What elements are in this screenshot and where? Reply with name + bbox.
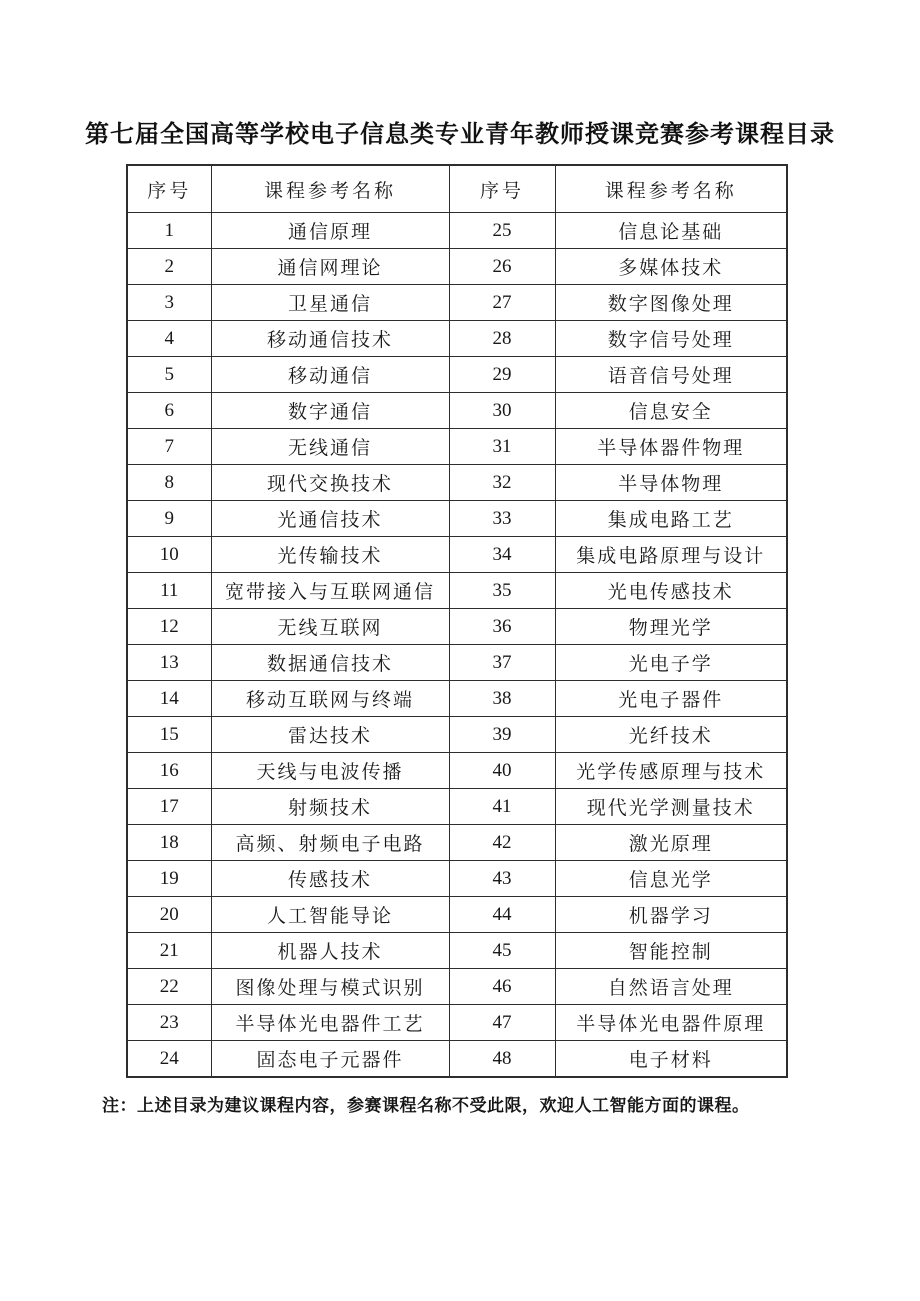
- course-name-cell: 现代光学测量技术: [555, 789, 787, 825]
- serial-number-cell: 27: [449, 285, 555, 321]
- course-name-cell: 智能控制: [555, 933, 787, 969]
- serial-number-cell: 11: [127, 573, 211, 609]
- document-title: 第七届全国高等学校电子信息类专业青年教师授课竞赛参考课程目录: [85, 122, 835, 148]
- course-name-cell: 机器学习: [555, 897, 787, 933]
- course-name-cell: 半导体物理: [555, 465, 787, 501]
- serial-number-cell: 9: [127, 501, 211, 537]
- table-row: [127, 213, 787, 249]
- course-name-cell: 机器人技术: [211, 933, 449, 969]
- course-name-cell: 光电子学: [555, 645, 787, 681]
- serial-number-cell: 16: [127, 753, 211, 789]
- serial-number-cell: 40: [449, 753, 555, 789]
- serial-number-cell: 25: [449, 213, 555, 249]
- serial-number-cell: 17: [127, 789, 211, 825]
- footnote: 注：上述目录为建议课程内容，参赛课程名称不受此限，欢迎人工智能方面的课程。: [102, 1096, 750, 1115]
- course-name-cell: 光通信技术: [211, 501, 449, 537]
- header-serial-right: 序号: [449, 165, 555, 213]
- course-name-cell: 半导体光电器件原理: [555, 1005, 787, 1041]
- serial-number-cell: 6: [127, 393, 211, 429]
- course-name-cell: 信息安全: [555, 393, 787, 429]
- course-name-cell: 物理光学: [555, 609, 787, 645]
- serial-number-cell: 1: [127, 213, 211, 249]
- course-name-cell: 光电传感技术: [555, 573, 787, 609]
- serial-number-cell: 34: [449, 537, 555, 573]
- serial-number-cell: 7: [127, 429, 211, 465]
- course-name-cell: 移动互联网与终端: [211, 681, 449, 717]
- course-name-cell: 半导体器件物理: [555, 429, 787, 465]
- table-row: [127, 573, 787, 609]
- course-name-cell: 信息光学: [555, 861, 787, 897]
- serial-number-cell: 10: [127, 537, 211, 573]
- serial-number-cell: 44: [449, 897, 555, 933]
- table-row: [127, 537, 787, 573]
- course-name-cell: 光电子器件: [555, 681, 787, 717]
- table-row: [127, 681, 787, 717]
- serial-number-cell: 19: [127, 861, 211, 897]
- serial-number-cell: 32: [449, 465, 555, 501]
- serial-number-cell: 47: [449, 1005, 555, 1041]
- table-row: [127, 249, 787, 285]
- serial-number-cell: 31: [449, 429, 555, 465]
- course-name-cell: 光学传感原理与技术: [555, 753, 787, 789]
- table-row: [127, 1041, 787, 1078]
- table-row: [127, 321, 787, 357]
- course-table: [126, 164, 788, 1078]
- serial-number-cell: 33: [449, 501, 555, 537]
- course-name-cell: 宽带接入与互联网通信: [211, 573, 449, 609]
- serial-number-cell: 28: [449, 321, 555, 357]
- serial-number-cell: 23: [127, 1005, 211, 1041]
- course-name-cell: 高频、射频电子电路: [211, 825, 449, 861]
- course-name-cell: 数字图像处理: [555, 285, 787, 321]
- serial-number-cell: 12: [127, 609, 211, 645]
- course-name-cell: 雷达技术: [211, 717, 449, 753]
- table-row: [127, 429, 787, 465]
- table-row: [127, 645, 787, 681]
- serial-number-cell: 46: [449, 969, 555, 1005]
- course-table-header: [127, 165, 787, 213]
- course-name-cell: 卫星通信: [211, 285, 449, 321]
- table-row: [127, 933, 787, 969]
- header-course-name-left: 课程参考名称: [211, 165, 449, 213]
- serial-number-cell: 2: [127, 249, 211, 285]
- course-name-cell: 射频技术: [211, 789, 449, 825]
- course-name-cell: 数字通信: [211, 393, 449, 429]
- serial-number-cell: 15: [127, 717, 211, 753]
- serial-number-cell: 20: [127, 897, 211, 933]
- course-name-cell: 数据通信技术: [211, 645, 449, 681]
- table-row: [127, 789, 787, 825]
- course-name-cell: 移动通信技术: [211, 321, 449, 357]
- serial-number-cell: 39: [449, 717, 555, 753]
- serial-number-cell: 8: [127, 465, 211, 501]
- course-name-cell: 图像处理与模式识别: [211, 969, 449, 1005]
- course-name-cell: 无线互联网: [211, 609, 449, 645]
- course-name-cell: 自然语言处理: [555, 969, 787, 1005]
- serial-number-cell: 43: [449, 861, 555, 897]
- course-name-cell: 多媒体技术: [555, 249, 787, 285]
- course-name-cell: 人工智能导论: [211, 897, 449, 933]
- serial-number-cell: 22: [127, 969, 211, 1005]
- course-name-cell: 天线与电波传播: [211, 753, 449, 789]
- header-serial-left: 序号: [127, 165, 211, 213]
- course-name-cell: 电子材料: [555, 1041, 787, 1078]
- serial-number-cell: 41: [449, 789, 555, 825]
- table-row: [127, 861, 787, 897]
- course-name-cell: 固态电子元器件: [211, 1041, 449, 1078]
- serial-number-cell: 36: [449, 609, 555, 645]
- table-row: [127, 717, 787, 753]
- table-row: [127, 393, 787, 429]
- table-row: [127, 753, 787, 789]
- serial-number-cell: 26: [449, 249, 555, 285]
- table-row: [127, 357, 787, 393]
- serial-number-cell: 13: [127, 645, 211, 681]
- serial-number-cell: 5: [127, 357, 211, 393]
- serial-number-cell: 18: [127, 825, 211, 861]
- course-name-cell: 激光原理: [555, 825, 787, 861]
- course-name-cell: 数字信号处理: [555, 321, 787, 357]
- table-row: [127, 1005, 787, 1041]
- table-row: [127, 897, 787, 933]
- course-name-cell: 传感技术: [211, 861, 449, 897]
- serial-number-cell: 21: [127, 933, 211, 969]
- serial-number-cell: 4: [127, 321, 211, 357]
- serial-number-cell: 42: [449, 825, 555, 861]
- course-name-cell: 半导体光电器件工艺: [211, 1005, 449, 1041]
- course-name-cell: 通信网理论: [211, 249, 449, 285]
- course-name-cell: 无线通信: [211, 429, 449, 465]
- table-row: [127, 825, 787, 861]
- header-row: [127, 165, 787, 213]
- serial-number-cell: 48: [449, 1041, 555, 1078]
- course-name-cell: 集成电路工艺: [555, 501, 787, 537]
- serial-number-cell: 35: [449, 573, 555, 609]
- serial-number-cell: 30: [449, 393, 555, 429]
- table-row: [127, 969, 787, 1005]
- course-name-cell: 光纤技术: [555, 717, 787, 753]
- course-name-cell: 现代交换技术: [211, 465, 449, 501]
- course-name-cell: 光传输技术: [211, 537, 449, 573]
- serial-number-cell: 3: [127, 285, 211, 321]
- serial-number-cell: 45: [449, 933, 555, 969]
- serial-number-cell: 24: [127, 1041, 211, 1078]
- serial-number-cell: 38: [449, 681, 555, 717]
- serial-number-cell: 29: [449, 357, 555, 393]
- table-row: [127, 465, 787, 501]
- course-name-cell: 集成电路原理与设计: [555, 537, 787, 573]
- course-name-cell: 通信原理: [211, 213, 449, 249]
- serial-number-cell: 14: [127, 681, 211, 717]
- table-row: [127, 285, 787, 321]
- serial-number-cell: 37: [449, 645, 555, 681]
- course-table-body: [127, 213, 787, 1078]
- header-course-name-right: 课程参考名称: [555, 165, 787, 213]
- table-row: [127, 501, 787, 537]
- course-name-cell: 移动通信: [211, 357, 449, 393]
- course-name-cell: 信息论基础: [555, 213, 787, 249]
- table-row: [127, 609, 787, 645]
- course-name-cell: 语音信号处理: [555, 357, 787, 393]
